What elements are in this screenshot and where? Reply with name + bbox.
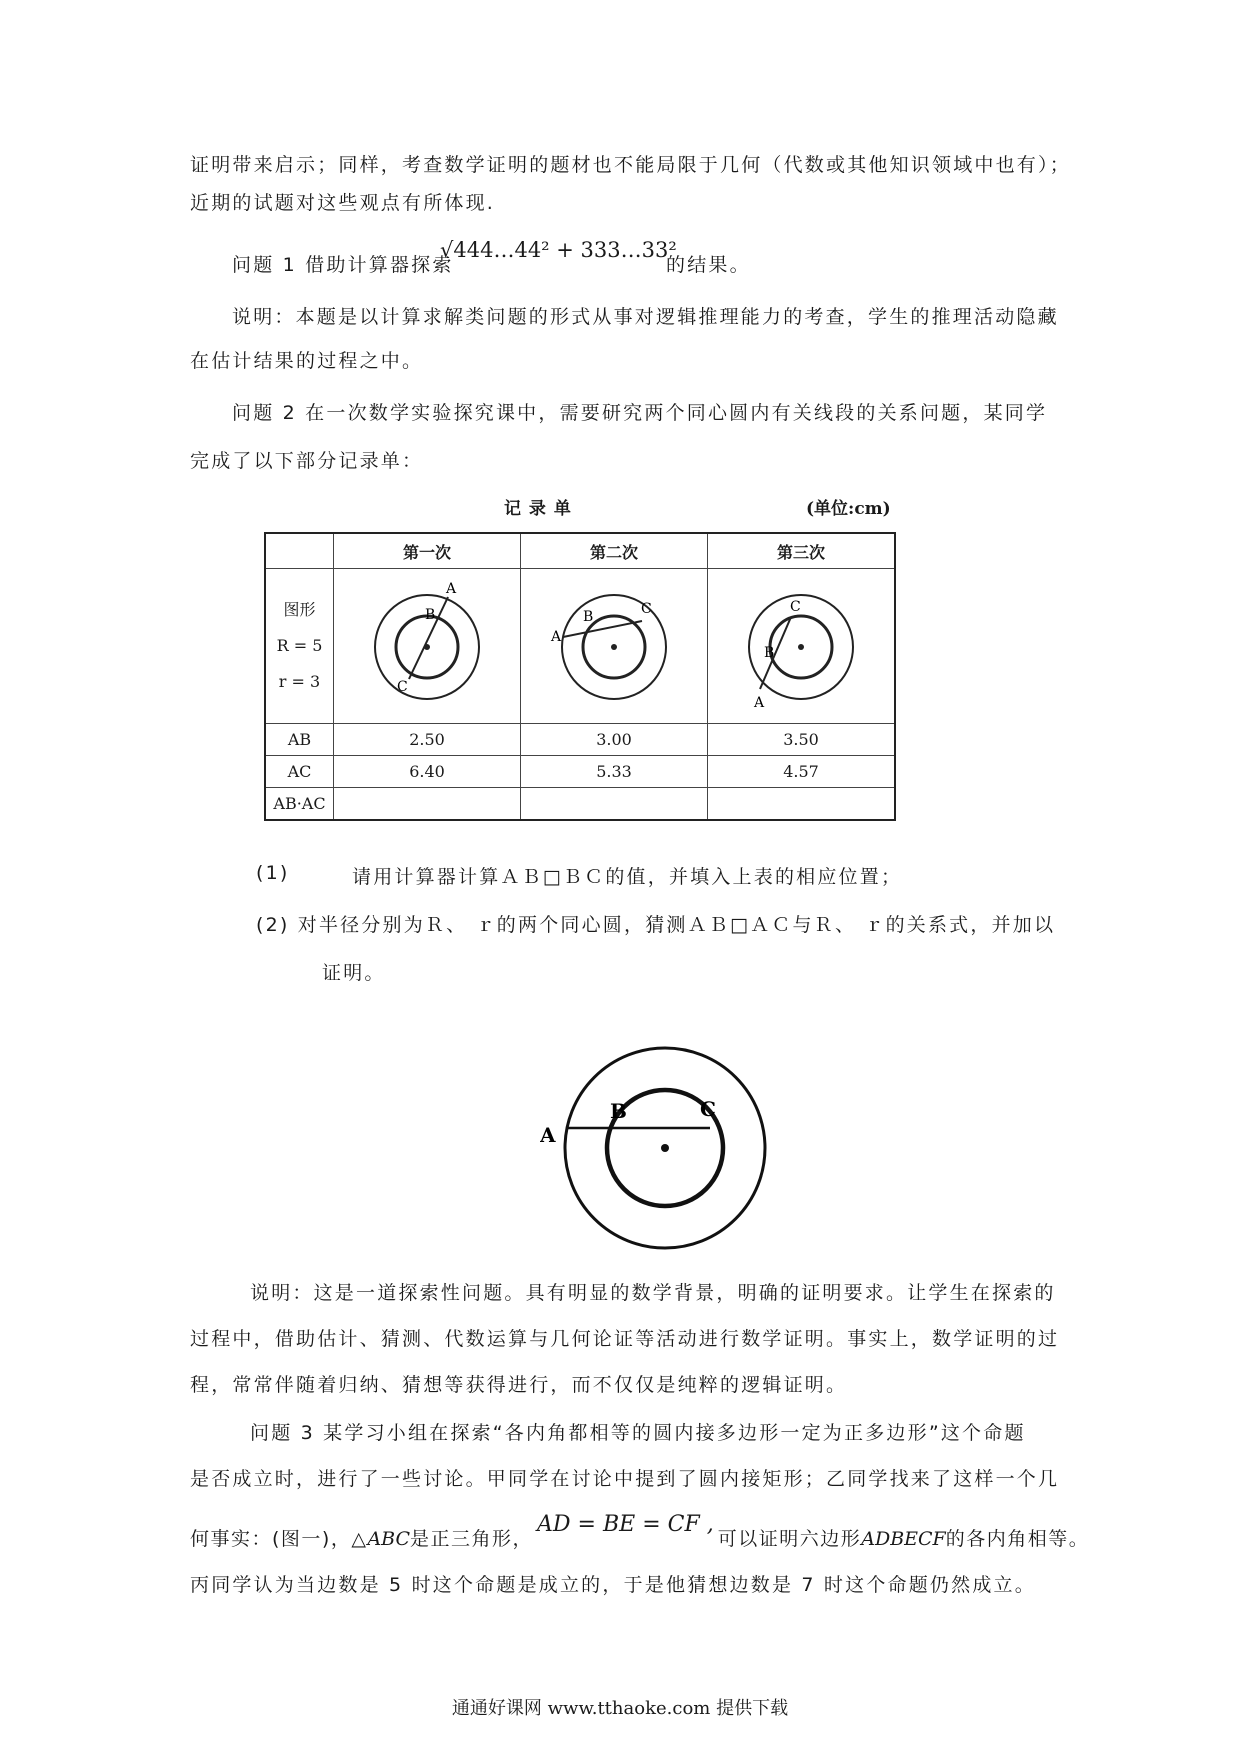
q3-line-1: 问题 3 某学习小组在探索“各内角都相等的圆内接多边形一定为正多边形”这个命题 xyxy=(250,1422,1026,1444)
big-label-c: C xyxy=(700,1097,716,1121)
intro-line-1: 证明带来启示；同样，考查数学证明的题材也不能局限于几何（代数或其他知识领域中也有）； xyxy=(190,154,1071,176)
ac-label: AC xyxy=(265,756,334,788)
q2-note-line-3: 程，常常伴随着归纳、猜想等获得进行，而不仅仅是纯粹的逻辑证明。 xyxy=(190,1374,848,1396)
header-blank xyxy=(265,533,334,569)
sub1-number: (1) xyxy=(256,862,290,884)
abac-label: AB·AC xyxy=(265,788,334,821)
ab-value-3: 3.50 xyxy=(708,724,896,756)
q3-line3-part-b: 是正三角形， xyxy=(410,1528,534,1550)
q3-line-2: 是否成立时，进行了一些讨论。甲同学在讨论中提到了圆内接矩形；乙同学找来了这样一个几 xyxy=(190,1468,1060,1490)
big-label-a: A xyxy=(540,1123,556,1147)
q1-note-line-1: 说明：本题是以计算求解类问题的形式从事对逻辑推理能力的考查，学生的推理活动隐藏 xyxy=(232,306,1059,328)
q1-formula: √444…44² + 333…33² xyxy=(440,238,677,262)
q2-line-1: 问题 2 在一次数学实验探究课中，需要研究两个同心圆内有关线段的关系问题，某同学 xyxy=(232,402,1048,424)
q3-line-4: 丙同学认为当边数是 5 时这个命题是成立的，于是他猜想边数是 7 时这个命题仍然成立。 xyxy=(190,1574,1036,1596)
record-header-row xyxy=(265,533,895,569)
intro-line-2: 近期的试题对这些观点有所体现. xyxy=(190,192,496,214)
label-b: B xyxy=(425,607,436,623)
q2-line-2: 完成了以下部分记录单： xyxy=(190,450,424,472)
concentric-circles-large-figure xyxy=(540,1040,770,1260)
record-figure-row xyxy=(265,569,895,724)
sub2-line-1: (2) 对半径分别为Ｒ、 ｒ的两个同心圆，猜测ＡＢ□ＡＣ与Ｒ、 ｒ的关系式，并加以 xyxy=(256,914,1056,936)
q3-hexagon: ADBECF xyxy=(861,1528,946,1550)
label-c: C xyxy=(397,679,408,695)
q1-prefix: 问题 1 借助计算器探索 xyxy=(232,254,454,276)
ab-label: AB xyxy=(265,724,334,756)
sub1-text: 请用计算器计算ＡＢ□ＢＣ的值，并填入上表的相应位置； xyxy=(352,866,903,888)
ab-value-2: 3.00 xyxy=(521,724,708,756)
abac-value-3 xyxy=(708,788,896,821)
q3-line3-part-a: 何事实：(图一)，△ xyxy=(190,1528,368,1550)
header-second: 第二次 xyxy=(521,533,708,569)
ac-value-2: 5.33 xyxy=(521,756,708,788)
q2-note-line-1: 说明：这是一道探索性问题。具有明显的数学背景，明确的证明要求。让学生在探索的 xyxy=(250,1282,1056,1304)
label-c: C xyxy=(790,599,801,615)
q2-note-line-2: 过程中，借助估计、猜测、代数运算与几何论证等活动进行数学证明。事实上，数学证明的过 xyxy=(190,1328,1060,1350)
label-a: A xyxy=(754,695,765,711)
q1-suffix: 的结果。 xyxy=(666,254,751,276)
ab-value-1: 2.50 xyxy=(334,724,521,756)
record-table xyxy=(264,532,896,821)
header-first: 第一次 xyxy=(334,533,521,569)
record-abac-row xyxy=(265,788,895,821)
label-b: B xyxy=(583,609,594,625)
q3-line3-part-c: 可以证明六边形 xyxy=(717,1528,862,1550)
abac-value-1 xyxy=(334,788,521,821)
figure-second xyxy=(521,569,708,724)
sub2-line-2: 证明。 xyxy=(322,962,386,984)
concentric-circles-figure-1 xyxy=(334,569,520,719)
label-b: B xyxy=(764,645,775,661)
radius-r-label: r = 3 xyxy=(278,672,321,691)
header-third: 第三次 xyxy=(708,533,896,569)
radius-R-label: R = 5 xyxy=(276,636,323,655)
record-ac-row xyxy=(265,756,895,788)
q3-line-3 xyxy=(190,1512,1090,1551)
figure-first xyxy=(334,569,521,724)
page-footer: 通通好课网 www.tthaoke.com 提供下载 xyxy=(451,1698,789,1719)
label-a: A xyxy=(446,581,457,597)
label-c: C xyxy=(641,601,652,617)
q3-triangle-abc: ABC xyxy=(367,1528,411,1550)
figure-label: 图形 xyxy=(283,600,316,619)
record-title: 记 录 单 xyxy=(504,499,572,519)
record-unit: (单位:cm) xyxy=(806,499,891,519)
ac-value-1: 6.40 xyxy=(334,756,521,788)
figure-row-label xyxy=(265,569,334,724)
label-a: A xyxy=(551,629,562,645)
figure-third xyxy=(708,569,896,724)
record-ab-row xyxy=(265,724,895,756)
ac-value-3: 4.57 xyxy=(708,756,896,788)
big-label-b: B xyxy=(610,1099,627,1123)
abac-value-2 xyxy=(521,788,708,821)
q1-note-line-2: 在估计结果的过程之中。 xyxy=(190,350,424,372)
concentric-circles-figure-2 xyxy=(521,569,707,719)
q3-arc-equality: AD = BE = CF , xyxy=(537,1512,714,1537)
concentric-circles-figure-3 xyxy=(708,569,894,719)
q3-line3-part-d: 的各内角相等。 xyxy=(945,1528,1090,1550)
